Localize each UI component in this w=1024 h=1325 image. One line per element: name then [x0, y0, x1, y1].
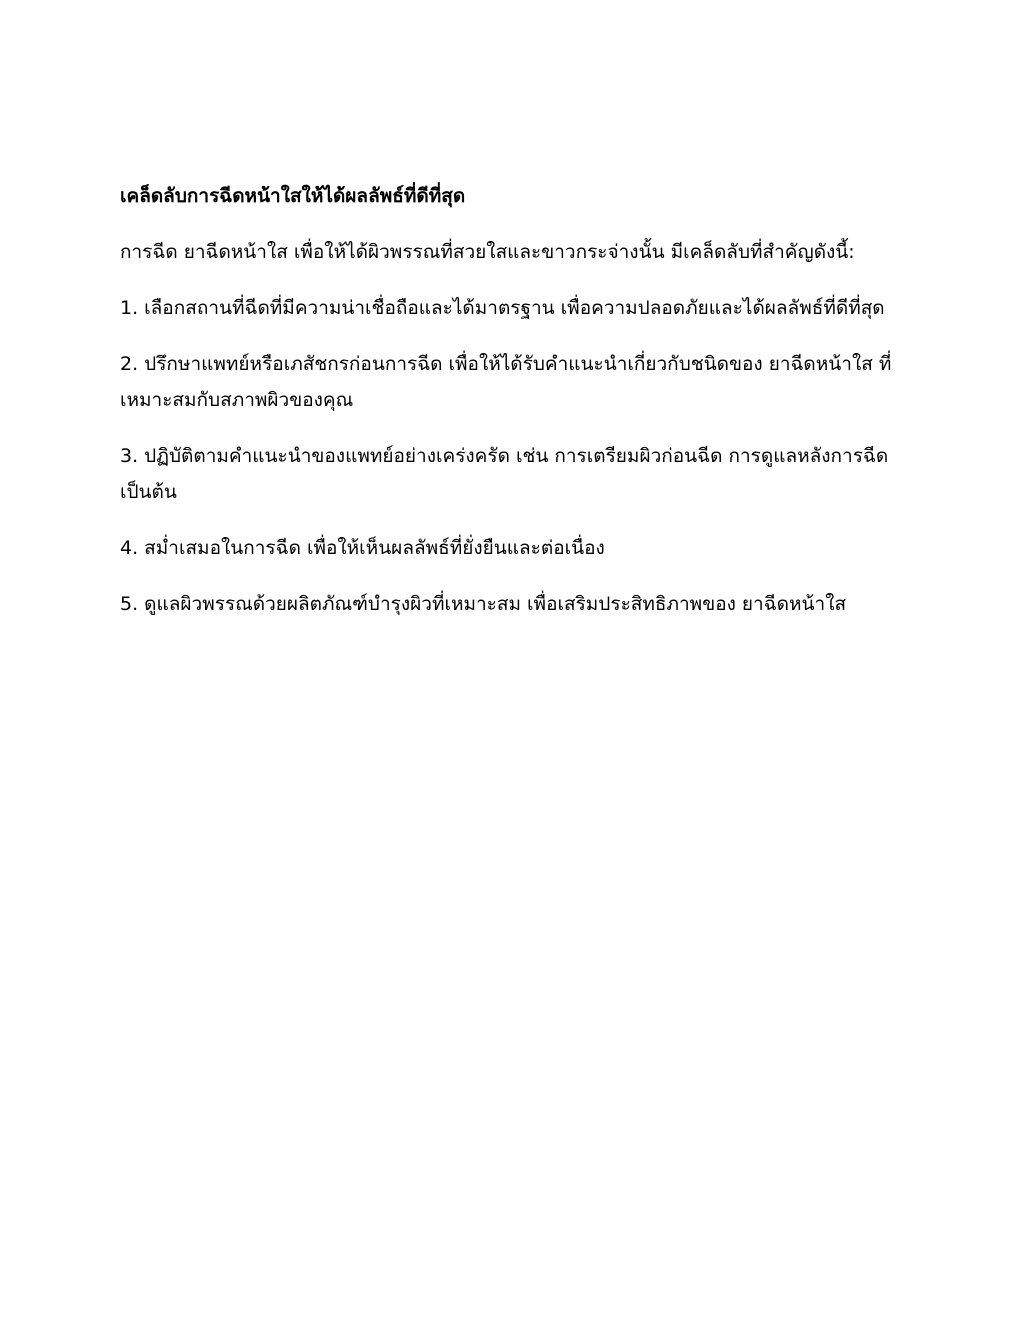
list-item: 5. ดูแลผิวพรรณด้วยผลิตภัณฑ์บำรุงผิวที่เหมาะสม เพื่อเสริมประสิทธิภาพของ ยาฉีดหน้าใส	[120, 593, 847, 615]
tips-list	[120, 290, 900, 622]
list-item: 2. ปรึกษาแพทย์หรือเภสัชกรก่อนการฉีด เพื่อให้ได้รับคำแนะนำเกี่ยวกับชนิดของ ยาฉีดหน้าใส ที่เหมาะสมกับสภาพผิวของคุณ	[120, 353, 892, 411]
intro-paragraph: การฉีด ยาฉีดหน้าใส เพื่อให้ได้ผิวพรรณที่สวยใสและขาวกระจ่างนั้น มีเคล็ดลับที่สำคัญดังนี้:	[120, 241, 855, 263]
document-page	[120, 178, 900, 642]
document-title: เคล็ดลับการฉีดหน้าใสให้ได้ผลลัพธ์ที่ดีที่สุด	[120, 185, 466, 207]
list-item: 4. สม่ำเสมอในการฉีด เพื่อให้เห็นผลลัพธ์ที่ยั่งยืนและต่อเนื่อง	[120, 537, 605, 559]
list-item: 1. เลือกสถานที่ฉีดที่มีความน่าเชื่อถือและได้มาตรฐาน เพื่อความปลอดภัยและได้ผลลัพธ์ที่ดีที่สุด	[120, 297, 885, 319]
list-item: 3. ปฏิบัติตามคำแนะนำของแพทย์อย่างเคร่งครัด เช่น การเตรียมผิวก่อนฉีด การดูแลหลังการฉีด เป็นต้น	[120, 445, 889, 503]
